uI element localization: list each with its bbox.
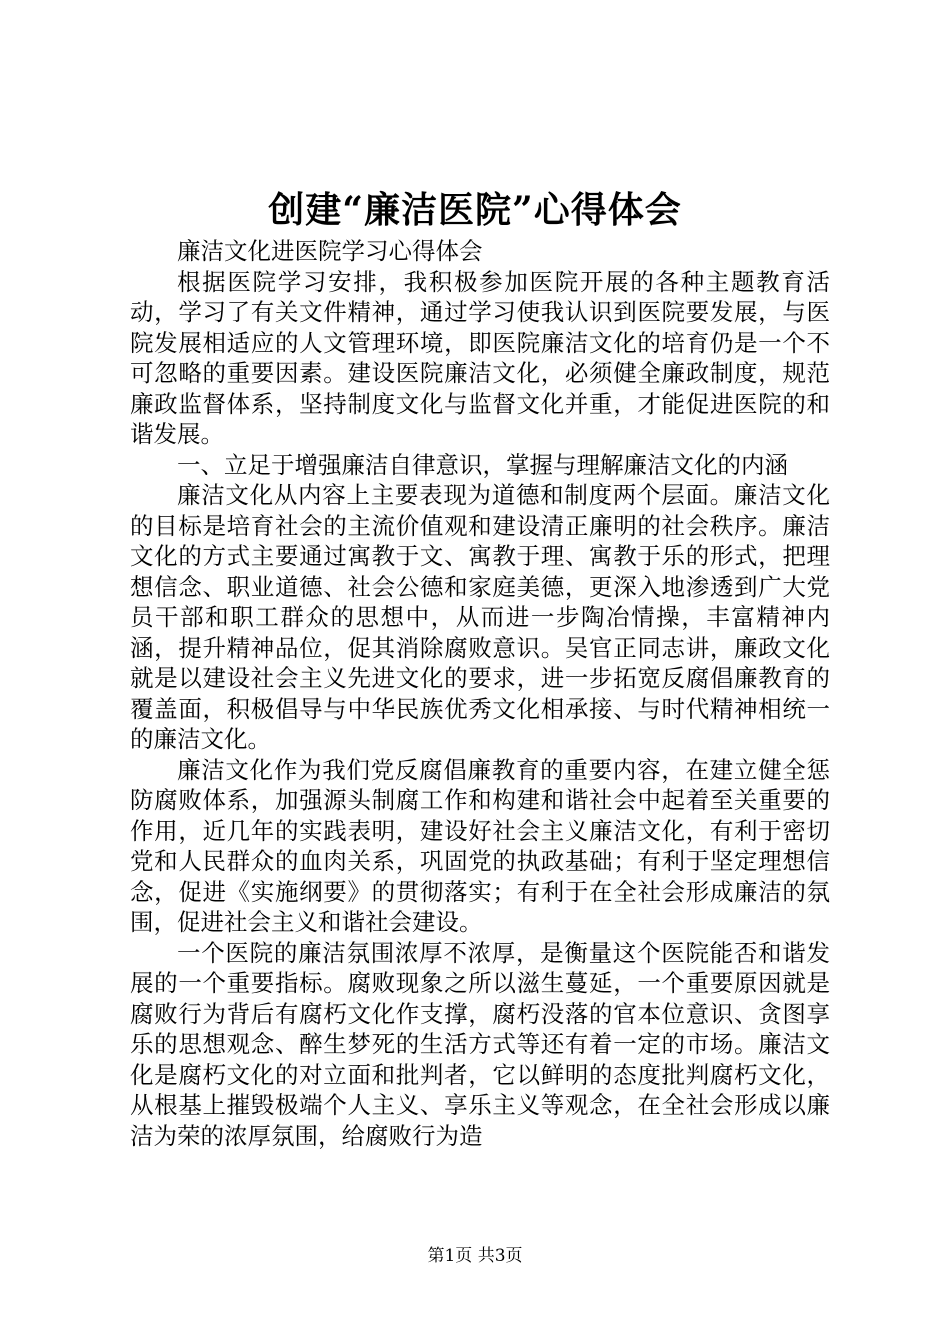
document-title: 创建“廉洁医院”心得体会 bbox=[268, 189, 682, 231]
body-paragraph: 廉洁文化作为我们党反腐倡廉教育的重要内容，在建立健全惩防腐败体系，加强源头制腐工作和构建和谐社会中起着至关重要的作用，近几年的实践表明，建设好社会主义廉洁文化，有利于密切党和人民群众的血肉关系，巩固党的执政基础；有利于坚定理想信念，促进《实施纲要》的贯彻落实；有利于在全社会形成廉洁的氛围，促进社会主义和谐社会建设。 bbox=[130, 755, 830, 936]
subtitle-paragraph: 廉洁文化进医院学习心得体会 bbox=[177, 237, 483, 265]
document-body bbox=[130, 236, 830, 1151]
body-paragraph: 根据医院学习安排，我积极参加医院开展的各种主题教育活动，学习了有关文件精神，通过学习使我认识到医院要发展，与医院发展相适应的人文管理环境，即医院廉洁文化的培育仍是一个不可忽略的重要因素。建设医院廉洁文化，必须健全廉政制度，规范廉政监督体系，坚持制度文化与监督文化并重，才能促进医院的和谐发展。 bbox=[130, 267, 830, 448]
body-paragraph: 一个医院的廉洁氛围浓厚不浓厚，是衡量这个医院能否和谐发展的一个重要指标。腐败现象之所以滋生蔓延，一个重要原因就是腐败行为背后有腐朽文化作支撑，腐朽没落的官本位意识、贪图享乐的思想观念、醉生梦死的生活方式等还有着一定的市场。廉洁文化是腐朽文化的对立面和批判者，它以鲜明的态度批判腐朽文化，从根基上摧毁极端个人主义、享乐主义等观念，在全社会形成以廉洁为荣的浓厚氛围，给腐败行为造 bbox=[130, 938, 830, 1150]
body-paragraph: 廉洁文化从内容上主要表现为道德和制度两个层面。廉洁文化的目标是培育社会的主流价值观和建设清正廉明的社会秩序。廉洁文化的方式主要通过寓教于文、寓教于理、寓教于乐的形式，把理想信念、职业道德、社会公德和家庭美德，更深入地渗透到广大党员干部和职工群众的思想中，从而进一步陶冶情操，丰富精神内涵，提升精神品位，促其消除腐败意识。吴官正同志讲，廉政文化就是以建设社会主义先进文化的要求，进一步拓宽反腐倡廉教育的覆盖面，积极倡导与中华民族优秀文化相承接、与时代精神相统一的廉洁文化。 bbox=[130, 481, 830, 753]
page-number-footer: 第1页 共3页 bbox=[427, 1246, 523, 1266]
section-heading: 一、立足于增强廉洁自律意识，掌握与理解廉洁文化的内涵 bbox=[177, 450, 788, 479]
